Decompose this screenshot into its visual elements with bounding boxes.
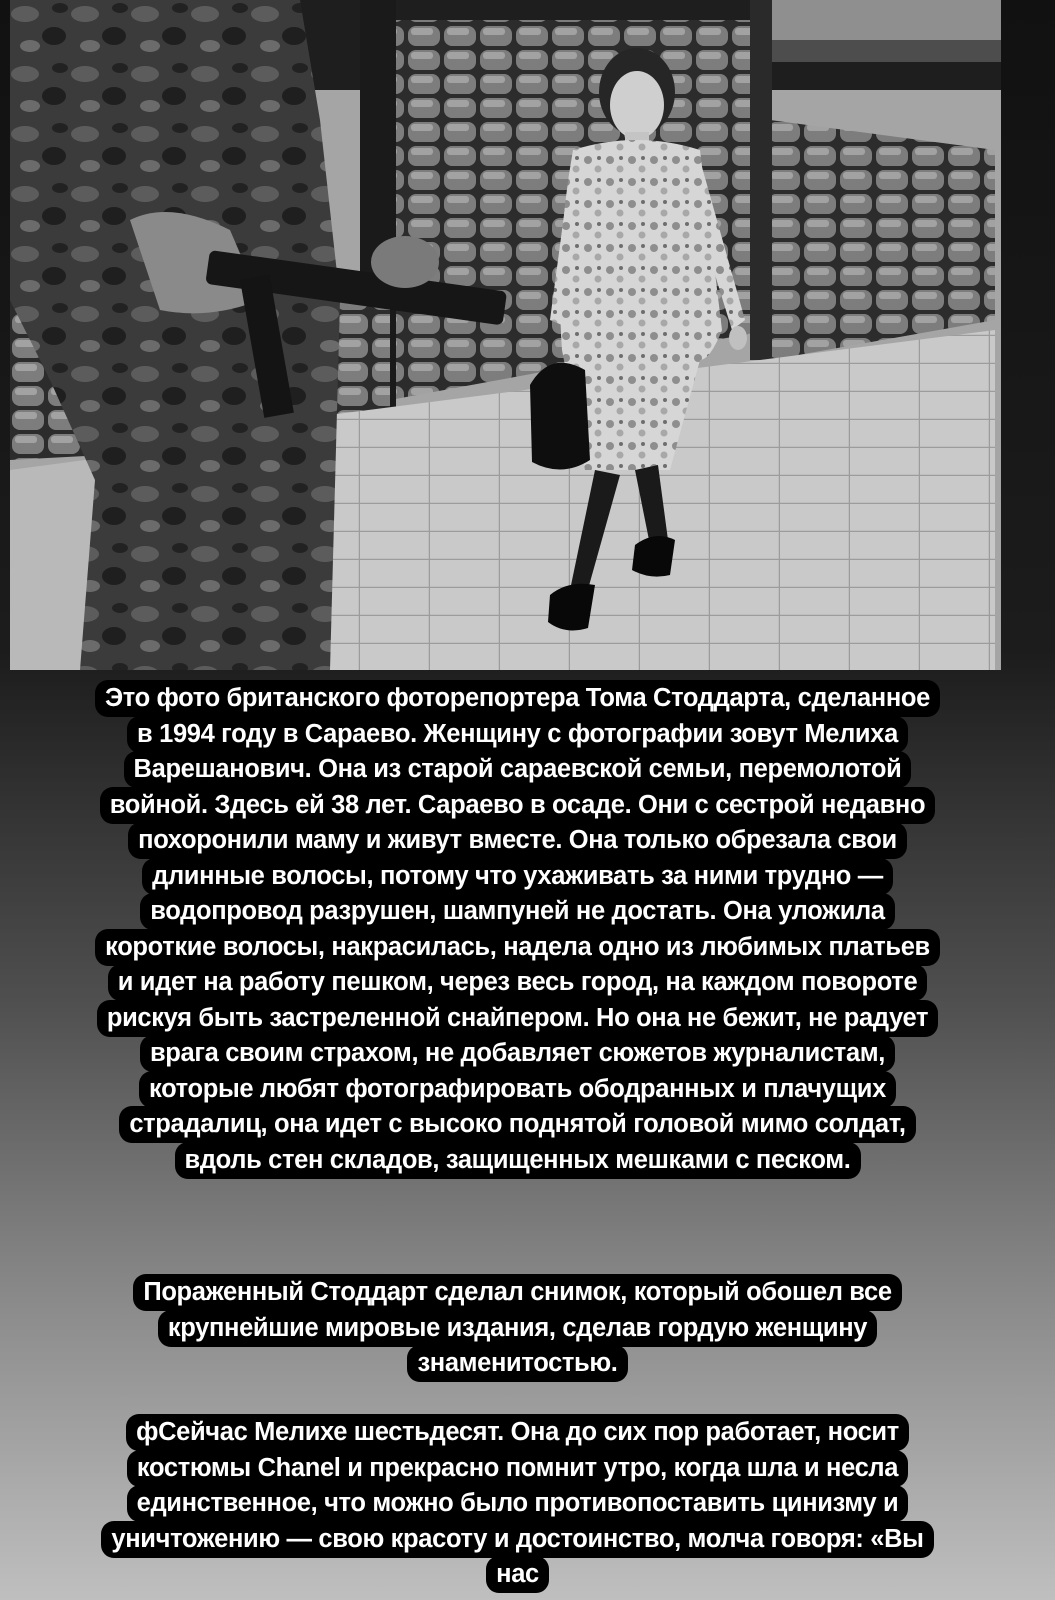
story-photo bbox=[10, 0, 1001, 670]
story-caption-paragraph-2 bbox=[90, 1275, 945, 1382]
caption-text: фСейчас Мелихе шестьдесят. Она до сих пор работает, носит костюмы Chanel и прекрасно помнит утро, когда шла и несла единственное, что можно было противопоставить цинизму и уничтожению — свою красоту и достоинство, молча говоря: «Вы нас bbox=[101, 1414, 933, 1593]
story-caption-paragraph-1 bbox=[90, 681, 945, 1178]
story-caption-paragraph-3 bbox=[90, 1415, 945, 1593]
caption-text: Это фото британского фоторепортера Тома Стоддарта, сделанное в 1994 году в Сараево. Женщину с фотографии зовут Мелиха Варешанович. Она из старой сараевской семьи, перемолотой войной. Здесь ей 38 лет. Сараево в осаде. Они с сестрой недавно похоронили маму и живут вместе. Она только обрезала свои длинные волосы, потому что ухаживать за ними трудно — водопровод разрушен, шампуней не достать. Она уложила короткие волосы, накрасилась, надела одно из любимых платьев и идет на работу пешком, через весь город, на каждом повороте рискуя быть застреленной снайпером. Но она не бежит, не радует врага своим страхом, не добавляет сюжетов журналистам, которые любят фотографировать ободранных и плачущих страдалиц, она идет с высоко поднятой головой мимо солдат, вдоль стен складов, защищенных мешками с песком. bbox=[95, 680, 940, 1179]
caption-text: Пораженный Стоддарт сделал снимок, который обошел все крупнейшие мировые издания, сделав гордую женщину знаменитостью. bbox=[133, 1274, 901, 1382]
